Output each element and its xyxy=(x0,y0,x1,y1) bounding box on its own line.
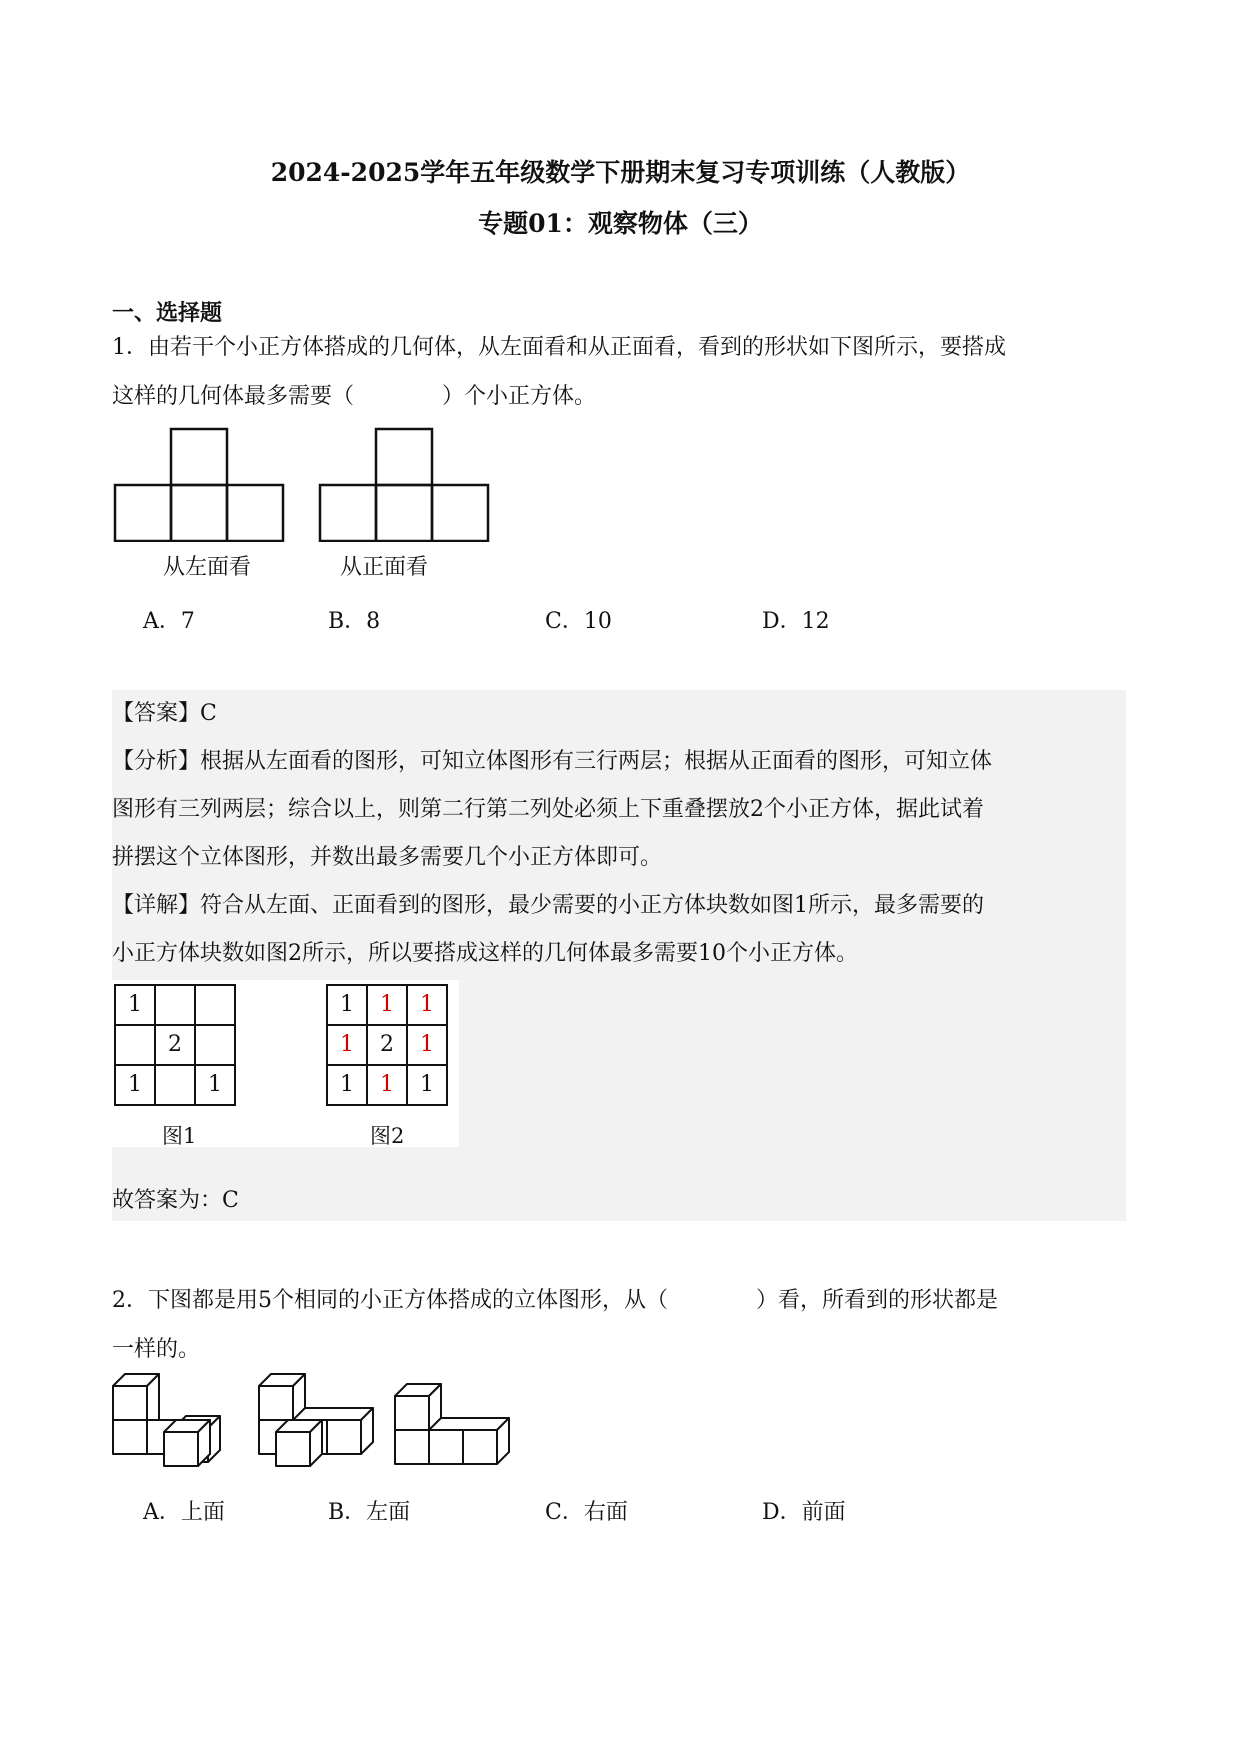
analysis-line-2: 图形有三列两层；综合以上，则第二行第二列处必须上下重叠摆放2个小正方体，据此试着 xyxy=(112,797,984,822)
left-view-square xyxy=(227,485,283,541)
q1-line1: 1．由若干个小正方体搭成的几何体，从左面看和从正面看，看到的形状如下图所示，要搭成 xyxy=(112,335,1007,360)
q1-option-c: C．10 xyxy=(545,609,612,634)
grid1-cell: 2 xyxy=(155,1025,195,1065)
grid-figure-1 xyxy=(114,984,236,1106)
cube-figure-1 xyxy=(113,1374,220,1466)
left-view-square xyxy=(171,485,227,541)
grid1-cell xyxy=(155,1065,195,1105)
q1-option-a: A．7 xyxy=(143,609,195,634)
front-view-square xyxy=(432,485,488,541)
grid2-cell: 1 xyxy=(407,1025,447,1065)
grid2-cell: 2 xyxy=(367,1025,407,1065)
conclusion-line: 故答案为：C xyxy=(112,1188,239,1213)
analysis-line-1: 【分析】根据从左面看的图形，可知立体图形有三行两层；根据从正面看的图形，可知立体 xyxy=(112,749,993,774)
q2-option-a: A．上面 xyxy=(143,1500,225,1525)
q1-views-figure xyxy=(112,426,502,542)
fig2-caption: 图2 xyxy=(370,1124,405,1148)
front-view-square xyxy=(320,485,376,541)
grid2-cell: 1 xyxy=(407,1065,447,1105)
q1-option-d: D．12 xyxy=(762,609,830,634)
detail-line-1: 【详解】符合从左面、正面看到的图形，最少需要的小正方体块数如图1所示，最多需要的 xyxy=(112,893,985,918)
cube-figure-3 xyxy=(395,1384,509,1464)
q2-option-c: C．右面 xyxy=(545,1500,628,1525)
grid1-cell xyxy=(155,985,195,1025)
left-view-label: 从左面看 xyxy=(163,555,252,580)
q2-line1: 2．下图都是用5个相同的小正方体搭成的立体图形，从（ ）看，所看到的形状都是 xyxy=(112,1288,998,1313)
page-title: 2024-2025学年五年级数学下册期末复习专项训练（人教版） xyxy=(270,158,971,187)
grid1-cell xyxy=(115,1025,155,1065)
q1-option-b: B．8 xyxy=(328,609,381,634)
q2-line2: 一样的。 xyxy=(112,1337,201,1362)
analysis-line-3: 拼摆这个立体图形，并数出最多需要几个小正方体即可。 xyxy=(112,845,663,870)
cube-figure-2 xyxy=(259,1374,373,1466)
front-view-square xyxy=(376,485,432,541)
grid1-cell xyxy=(195,985,235,1025)
grid1-cell xyxy=(195,1025,235,1065)
q2-option-d: D．前面 xyxy=(762,1500,846,1525)
q2-option-b: B．左面 xyxy=(328,1500,411,1525)
grid2-cell: 1 xyxy=(327,1025,367,1065)
detail-line-2: 小正方体块数如图2所示，所以要搭成这样的几何体最多需要10个小正方体。 xyxy=(112,941,858,966)
q2-cube-figures xyxy=(108,1372,588,1474)
answer-line: 【答案】C xyxy=(112,701,217,726)
grid2-cell: 1 xyxy=(327,985,367,1025)
q1-line2: 这样的几何体最多需要（ ）个小正方体。 xyxy=(112,384,597,409)
front-view-label: 从正面看 xyxy=(340,555,429,580)
grid2-cell: 1 xyxy=(367,985,407,1025)
section-heading: 一、选择题 xyxy=(112,300,223,326)
front-view-top-square xyxy=(376,429,432,485)
grid1-cell: 1 xyxy=(115,985,155,1025)
grid2-cell: 1 xyxy=(327,1065,367,1105)
grid-figure-2 xyxy=(326,984,448,1106)
grid1-cell: 1 xyxy=(195,1065,235,1105)
grid2-cell: 1 xyxy=(367,1065,407,1105)
left-view-square xyxy=(115,485,171,541)
page-subtitle: 专题01：观察物体（三） xyxy=(478,209,763,238)
fig1-caption: 图1 xyxy=(162,1124,197,1148)
grid2-cell: 1 xyxy=(407,985,447,1025)
grid1-cell: 1 xyxy=(115,1065,155,1105)
left-view-top-square xyxy=(171,429,227,485)
